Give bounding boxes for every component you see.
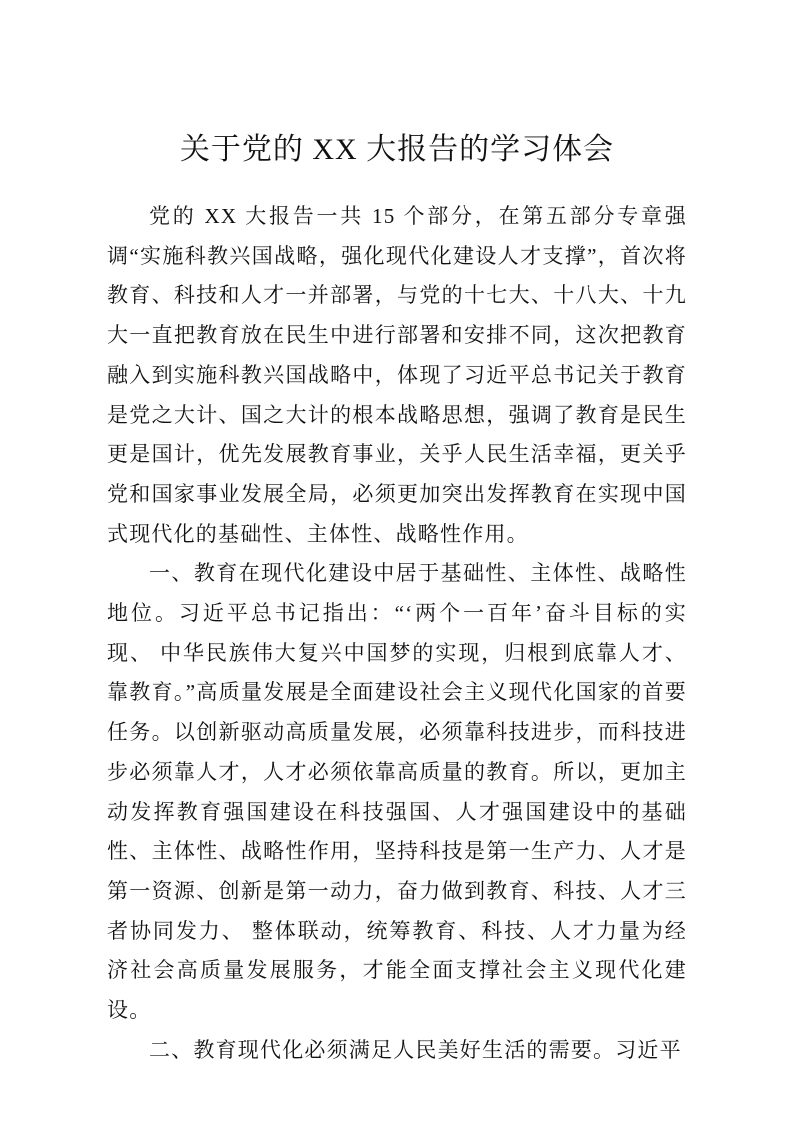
paragraph-section-one: 一、教育在现代化建设中居于基础性、主体性、战略性地位。习近平总书记指出：“‘两个一百年’奋斗目标的实现、 中华民族伟大复兴中国梦的实现，归根到底靠人才、靠教育。”高质量发展是全面建设社会主义现代化国家的首要任务。以创新驱动高质量发展，必须靠科技进步，而科技进步必须靠人才，人才必须依靠高质量的教育。所以，更加主动发挥教育强国建设在科技强国、人才强国建设中的基础性、主体性、战略性作用，坚持科技是第一生产力、人才是第一资源、创新是第一动力，奋力做到教育、科技、人才三者协同发力、 整体联动，统筹教育、科技、人才力量为经济社会高质量发展服务，才能全面支撑社会主义现代化建设。 (107, 561, 687, 1023)
paragraph-section-two: 二、教育现代化必须满足人民美好生活的需要。习近平 (149, 1037, 682, 1062)
paragraph-intro: 党的 XX 大报告一共 15 个部分，在第五部分专章强调“实施科教兴国战略，强化现代化建设人才支撑”，首次将教育、科技和人才一并部署，与党的十七大、十八大、十九大一直把教育放在民生中进行部署和安排不同，这次把教育融入到实施科教兴国战略中，体现了习近平总书记关于教育是党之大计、国之大计的根本战略思想，强调了教育是民生更是国计，优先发展教育事业，关乎人民生活幸福，更关乎党和国家事业发展全局，必须更加突出发挥教育在实现中国式现代化的基础性、主体性、战略性作用。 (107, 204, 687, 546)
document-body (107, 197, 687, 1070)
document-title: 关于党的 XX 大报告的学习体会 (179, 133, 615, 166)
